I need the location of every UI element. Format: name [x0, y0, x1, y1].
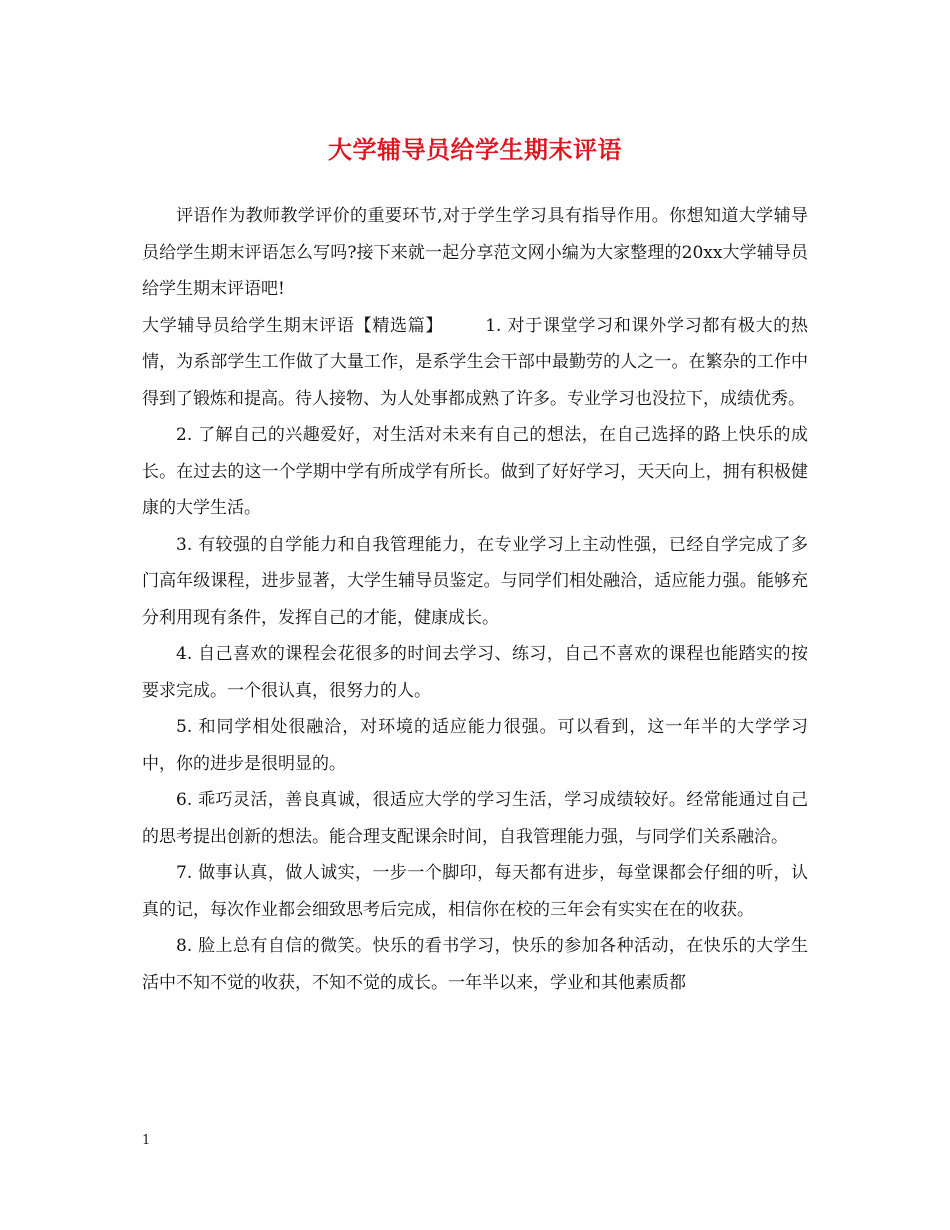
comment-4: 4. 自己喜欢的课程会花很多的时间去学习、练习，自己不喜欢的课程也能踏实的按要求完成。一个很认真，很努力的人。	[142, 644, 808, 701]
section-heading: 大学辅导员给学生期末评语【精选篇】	[142, 315, 444, 336]
comment-2: 2. 了解自己的兴趣爱好，对生活对未来有自己的想法，在自己选择的路上快乐的成长。在过去的这一个学期中学有所成学有所长。做到了好好学习，天天向上，拥有积极健康的大学生活。	[142, 425, 808, 518]
intro-paragraph: 评语作为教师教学评价的重要环节,对于学生学习具有指导作用。你想知道大学辅导员给学生期末评语怎么写吗?接下来就一起分享范文网小编为大家整理的20xx大学辅导员给学生期末评语吧!	[142, 206, 808, 299]
comment-3: 3. 有较强的自学能力和自我管理能力，在专业学习上主动性强，已经自学完成了多门高年级课程，进步显著，大学生辅导员鉴定。与同学们相处融洽，适应能力强。能够充分利用现有条件，发挥自己的才能，健康成长。	[142, 534, 808, 628]
document-body	[142, 198, 808, 1001]
page-title: 大学辅导员给学生期末评语	[328, 135, 622, 164]
comment-1: 1. 对于课堂学习和课外学习都有极大的热情，为系部学生工作做了大量工作，是系学生会干部中最勤劳的人之一。在繁杂的工作中得到了锻炼和提高。待人接物、为人处事都成熟了许多。专业学习也没拉下，成绩优秀。	[142, 315, 808, 409]
comment-8: 8. 脸上总有自信的微笑。快乐的看书学习，快乐的参加各种活动，在快乐的大学生活中不知不觉的收获，不知不觉的成长。一年半以来，学业和其他素质都	[142, 936, 808, 993]
comment-7: 7. 做事认真，做人诚实，一步一个脚印，每天都有进步，每堂课都会仔细的听，认真的记，每次作业都会细致思考后完成，相信你在校的三年会有实实在在的收获。	[142, 863, 808, 920]
page-number: 1	[142, 1133, 151, 1148]
comment-5: 5. 和同学相处很融洽，对环境的适应能力很强。可以看到，这一年半的大学学习中，你的进步是很明显的。	[142, 717, 808, 774]
comment-6: 6. 乖巧灵活，善良真诚，很适应大学的学习生活，学习成绩较好。经常能通过自己的思考提出创新的想法。能合理支配课余时间，自我管理能力强，与同学们关系融洽。	[142, 790, 808, 847]
section-paragraph	[142, 308, 808, 418]
